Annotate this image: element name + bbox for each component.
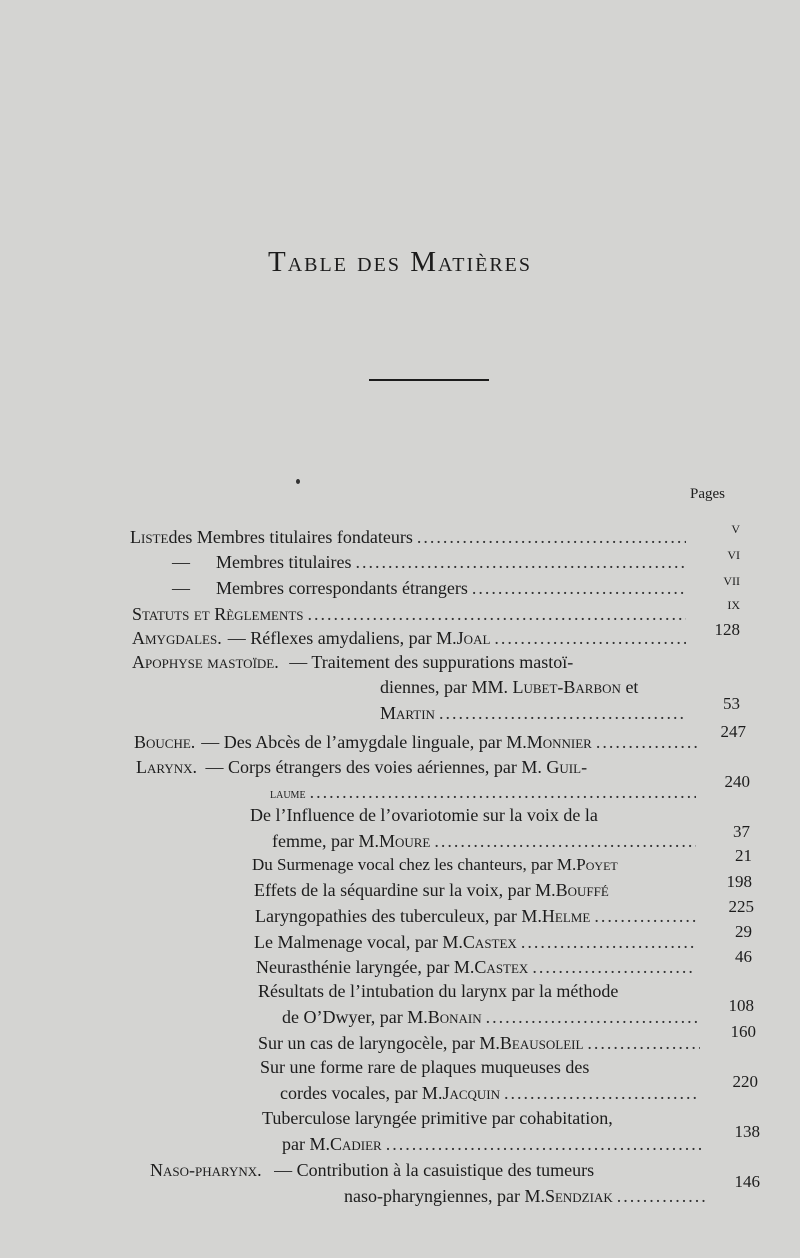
entry-text: Sur un cas de laryngocèle, par M. xyxy=(258,1033,500,1053)
entry-text: — Réflexes amydaliens, par M. xyxy=(227,628,457,648)
entry-text: Membres correspondants étrangers xyxy=(216,578,468,598)
entry-text: Le Malmenage vocal, par M. xyxy=(254,932,463,952)
ink-spot xyxy=(296,479,300,484)
leader-dots xyxy=(594,906,698,927)
entry-author: Guil- xyxy=(546,757,588,777)
page-number: 138 xyxy=(734,1122,760,1141)
toc-subentry xyxy=(256,957,700,983)
entry-author: Bouffé xyxy=(555,880,609,900)
entry-head: Statuts et Règlements xyxy=(132,604,304,624)
leader-dots xyxy=(386,1134,702,1155)
entry-author: Moure xyxy=(378,831,431,851)
toc-subentry: Tuberculose laryngée primitive par cohabitation, xyxy=(262,1108,613,1128)
page-number: 46 xyxy=(735,947,752,966)
toc-subentry: Sur une forme rare de plaques muqueuses des xyxy=(260,1057,590,1077)
title-rule xyxy=(369,379,489,381)
entry-text: — Contribution à la casuistique des tumeurs xyxy=(274,1160,595,1180)
entry-author: Jacquin xyxy=(442,1083,501,1103)
page-number: 128 xyxy=(714,620,740,639)
toc-subentry xyxy=(258,1033,704,1059)
entry-author: laume xyxy=(270,787,306,802)
entry-author: Martin xyxy=(380,703,435,723)
entry-dash: — xyxy=(172,578,190,598)
pages-column-label: Pages xyxy=(690,486,725,502)
entry-head: Amygdales. xyxy=(132,628,222,648)
leader-dots xyxy=(532,957,696,978)
entry-head: Liste xyxy=(130,527,169,547)
leader-dots xyxy=(617,1186,706,1207)
entry-text: naso-pharyngiennes, par M. xyxy=(344,1186,545,1206)
entry-text: Membres titulaires xyxy=(216,552,352,572)
page-number: 21 xyxy=(735,846,752,865)
page-number: vii xyxy=(723,570,740,589)
leader-dots xyxy=(310,782,696,803)
entry-author: Castex xyxy=(462,932,517,952)
entry-text: Laryngopathies des tuberculeux, par M. xyxy=(255,906,542,926)
leader-dots xyxy=(596,732,700,753)
entry-text: — Traitement des suppurations mastoï- xyxy=(289,652,574,672)
entry-author: Poyet xyxy=(576,855,618,874)
toc-subentry xyxy=(255,906,702,932)
leader-dots xyxy=(308,604,686,625)
toc-subentry: Résultats de l’intubation du larynx par la méthode xyxy=(258,981,619,1001)
page-number: 53 xyxy=(723,694,740,713)
leader-dots xyxy=(486,1007,698,1028)
toc-entry xyxy=(172,552,690,578)
entry-continuation xyxy=(344,1186,710,1212)
toc-entry xyxy=(132,652,573,673)
entry-continuation xyxy=(380,703,690,729)
entry-continuation xyxy=(282,1007,702,1033)
entry-author: Lubet-Barbon xyxy=(512,677,621,697)
leader-dots xyxy=(355,552,686,573)
leader-dots xyxy=(521,932,696,953)
entry-author: Castex xyxy=(474,957,529,977)
page-number: vi xyxy=(727,544,740,563)
entry-head: Bouche. xyxy=(134,732,196,752)
toc-subentry xyxy=(254,880,702,906)
entry-text: Effets de la séquardine sur la voix, par M. xyxy=(254,880,556,900)
page-number: 29 xyxy=(735,922,752,941)
entry-author: Helme xyxy=(541,906,591,926)
entry-head: Larynx. xyxy=(136,757,198,777)
page-number: ix xyxy=(727,594,740,613)
leader-dots xyxy=(472,578,686,599)
toc-subentry xyxy=(254,932,700,958)
entry-text: cordes vocales, par M. xyxy=(280,1083,443,1103)
page-number: 37 xyxy=(733,822,750,841)
entry-continuation xyxy=(280,1083,704,1109)
entry-author: Monnier xyxy=(526,732,592,752)
entry-text: femme, par M. xyxy=(272,831,379,851)
entry-author: Joal xyxy=(456,628,491,648)
toc-entry xyxy=(132,604,690,630)
entry-text: et xyxy=(620,677,639,697)
page-title: Table des Matières xyxy=(268,246,532,278)
entry-text: Neurasthénie laryngée, par M. xyxy=(256,957,475,977)
leader-dots xyxy=(439,703,686,724)
toc-entry xyxy=(134,732,704,758)
page-number: 108 xyxy=(728,996,754,1015)
entry-dash: — xyxy=(172,552,190,572)
leader-dots xyxy=(504,1083,700,1104)
entry-continuation xyxy=(272,831,700,857)
page-number: 225 xyxy=(728,897,754,916)
leader-dots xyxy=(434,831,696,852)
leader-dots xyxy=(494,628,686,649)
entry-continuation xyxy=(380,677,638,698)
entry-text: — Corps étrangers des voies aériennes, par M. xyxy=(205,757,547,777)
entry-text: Du Surmenage vocal chez les chanteurs, par M. xyxy=(252,855,577,874)
entry-author: Bonain xyxy=(427,1007,482,1027)
entry-author: Cadier xyxy=(330,1134,382,1154)
entry-text: diennes, par MM. xyxy=(380,677,513,697)
entry-continuation xyxy=(282,1134,706,1160)
leader-dots xyxy=(417,527,686,548)
page-number: 198 xyxy=(726,872,752,891)
toc-subentry: De l’Influence de l’ovariotomie sur la voix de la xyxy=(250,805,598,825)
page-number: 247 xyxy=(720,722,746,741)
entry-text: de O’Dwyer, par M. xyxy=(282,1007,428,1027)
entry-author: Beausoleil xyxy=(499,1033,584,1053)
toc-entry xyxy=(130,527,690,553)
entry-text: des Membres titulaires fondateurs xyxy=(168,527,413,547)
entry-head: Naso-pharynx. xyxy=(150,1160,262,1180)
toc-entry xyxy=(136,757,587,778)
toc-subentry xyxy=(252,855,702,881)
page-number: 160 xyxy=(730,1022,756,1041)
toc-entry xyxy=(172,578,690,604)
page-number: v xyxy=(731,518,740,537)
entry-author: Sendziak xyxy=(544,1186,613,1206)
entry-text: — Des Abcès de l’amygdale linguale, par M. xyxy=(201,732,527,752)
page-number: 240 xyxy=(724,772,750,791)
toc-entry xyxy=(132,628,690,654)
entry-head: Apophyse mastoïde. xyxy=(132,652,279,672)
leader-dots xyxy=(587,1033,700,1054)
page-number: 146 xyxy=(734,1172,760,1191)
toc-entry xyxy=(150,1160,594,1181)
page-number: 220 xyxy=(732,1072,758,1091)
entry-text: par M. xyxy=(282,1134,330,1154)
